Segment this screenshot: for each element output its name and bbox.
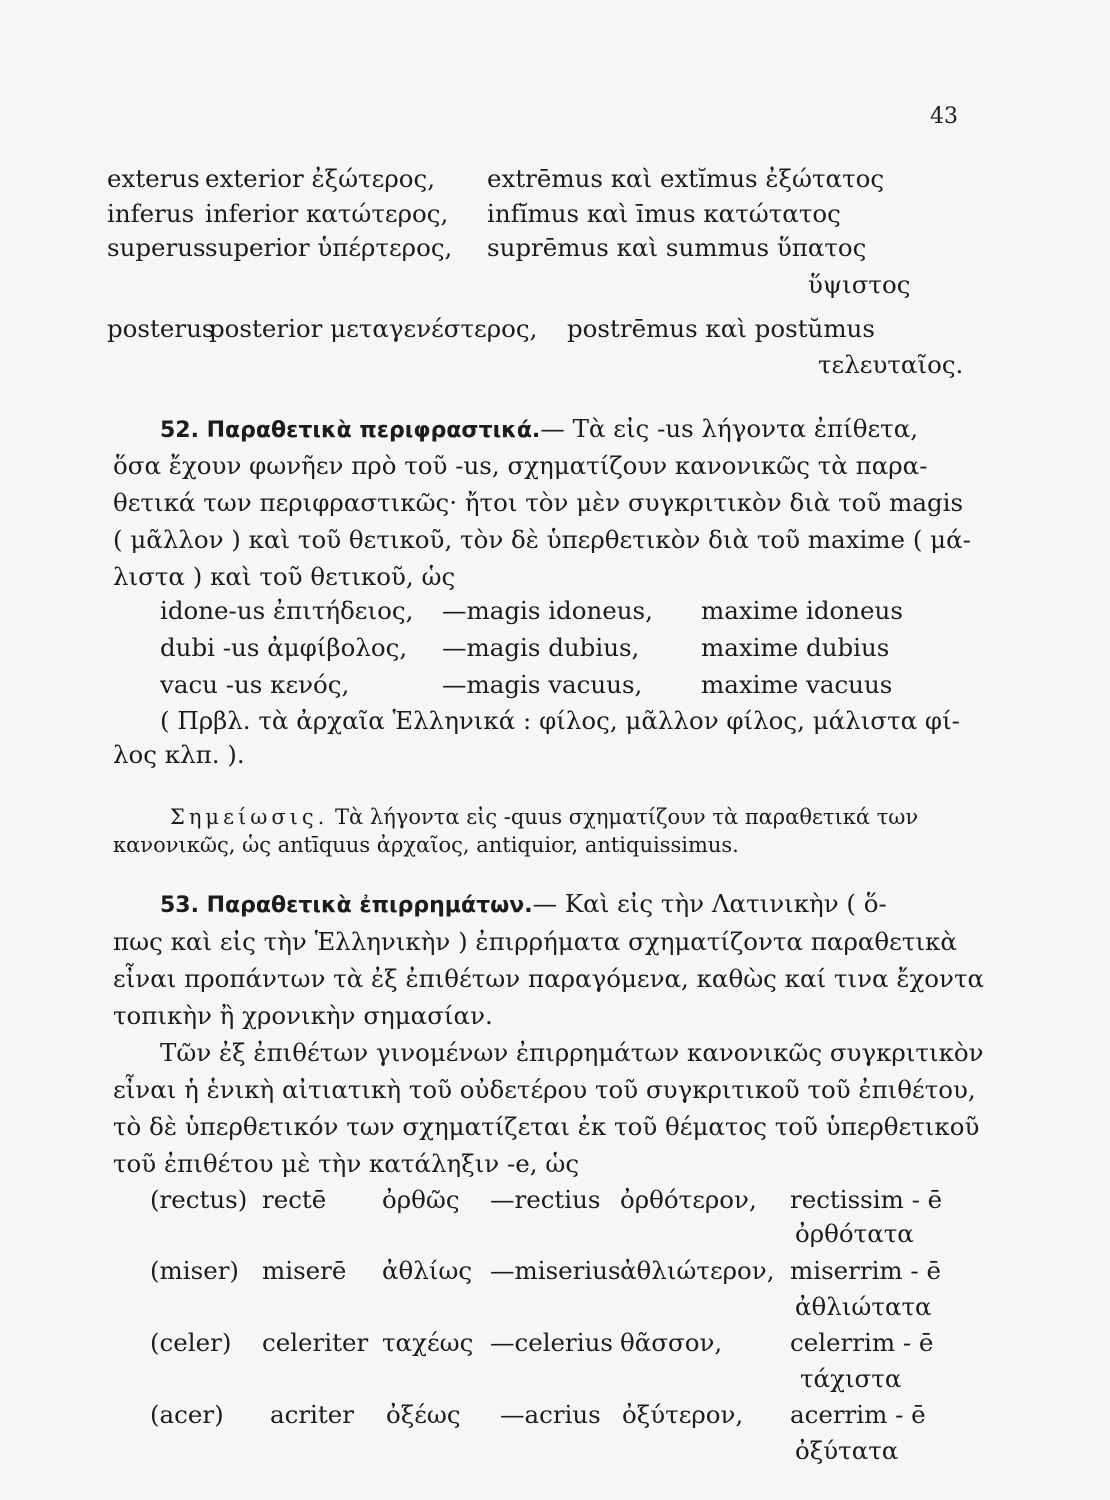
paragraph-line: τοπικὴν ἢ χρονικὴν σημασίαν.: [113, 1001, 493, 1030]
paragraph-line: ( μᾶλλον ) καὶ τοῦ θετικοῦ, τὸν δὲ ὑπερθετικὸν διὰ τοῦ maxime ( μά-: [113, 525, 971, 554]
paragraph-line: εἶναι προπάντων τὰ ἐξ ἐπιθέτων παραγόμενα, καθὼς καί τινα ἔχοντα: [113, 964, 985, 993]
adverb-row: (acer) acriter ὀξέως —acrius ὀξύτερον, acerrim - ē: [150, 1400, 926, 1429]
adverb-superlative-greek: ὀξύτατα: [795, 1436, 899, 1465]
note-line: Σημείωσις. Τὰ λήγοντα εἰς -quus σχηματίζουν τὰ παραθετικά των: [170, 805, 919, 829]
table-row: exterus exterior ἐξώτερος, extrēmus καὶ extĭmus ἐξώτατος: [107, 164, 885, 193]
example-row: vacu -us κενός, —magis vacuus, maxime vacuus: [160, 670, 893, 699]
paragraph-line: θετικά των περιφραστικῶς· ἤτοι τὸν μὲν συγκριτικὸν διὰ τοῦ magis: [113, 488, 964, 517]
paragraph-line: εἶναι ἡ ἑνικὴ αἰτιατικὴ τοῦ οὐδετέρου τοῦ συγκριτικοῦ τοῦ ἐπιθέτου,: [113, 1075, 976, 1104]
table-row: posterus posterior μεταγενέστερος, postrēmus καὶ postŭmus: [107, 314, 875, 343]
note-line: κανονικῶς, ὡς antīquus ἀρχαῖος, antiquior, antiquissimus.: [113, 833, 739, 857]
table-row: τελευταῖος.: [818, 350, 964, 379]
section-53-first-line: 53. Παραθετικὰ ἐπιρρημάτων.— Καὶ εἰς τὴν Λατινικὴν ( ὅ-: [160, 889, 887, 918]
page-number: 43: [930, 104, 958, 129]
table-row: superus superior ὑπέρτερος, suprēmus καὶ summus ὕπατος: [107, 233, 867, 262]
paragraph-line: λιστα ) καὶ τοῦ θετικοῦ, ὡς: [113, 562, 456, 591]
table-row: inferus inferior κατώτερος, infĭmus καὶ īmus κατώτατος: [107, 199, 841, 228]
paragraph-line: τοῦ ἐπιθέτου μὲ τὴν κατάληξιν -e, ὡς: [113, 1149, 580, 1178]
adverb-superlative-greek: ἀθλιώτατα: [795, 1292, 932, 1321]
paragraph-line: τὸ δὲ ὑπερθετικόν των σχηματίζεται ἐκ τοῦ θέματος τοῦ ὑπερθετικοῦ: [113, 1112, 980, 1141]
section-53-heading: 53. Παραθετικὰ ἐπιρρημάτων.: [160, 893, 533, 918]
reference-line: λος κλπ. ).: [113, 740, 245, 769]
adverb-superlative-greek: τάχιστα: [800, 1364, 902, 1393]
section-52-heading: 52. Παραθετικὰ περιφραστικά.: [160, 418, 541, 443]
paragraph-line: ὅσα ἔχουν φωνῆεν πρὸ τοῦ -us, σχηματίζουν κανονικῶς τὰ παρα-: [113, 451, 928, 480]
reference-line: ( Πρβλ. τὰ ἀρχαῖα Ἑλληνικά : φίλος, μᾶλλον φίλος, μάλιστα φί-: [160, 706, 960, 735]
example-row: dubi -us ἀμφίβολος, —magis dubius, maxime dubius: [160, 633, 890, 662]
table-row: ὕψιστος: [808, 270, 911, 299]
adverb-row: (miser) miserē ἀθλίως —miserius ἀθλιώτερον, miserrim - ē: [150, 1256, 941, 1285]
paragraph-line: πως καὶ εἰς τὴν Ἑλληνικὴν ) ἐπιρρήματα σχηματίζοντα παραθετικὰ: [113, 927, 957, 956]
adverb-row: (rectus) rectē ὀρθῶς —rectius ὀρθότερον, rectissim - ē: [150, 1185, 943, 1214]
section-52-first-line: 52. Παραθετικὰ περιφραστικά.— Τὰ εἰς -us λήγοντα ἐπίθετα,: [160, 414, 919, 443]
note-label: Σημείωσις.: [170, 805, 329, 829]
example-row: idone-us ἐπιτήδειος, —magis idoneus, maxime idoneus: [160, 596, 903, 625]
adverb-row: (celer) celeriter ταχέως —celerius θᾶσσον, celerrim - ē: [150, 1328, 934, 1357]
paragraph-line: Τῶν ἐξ ἐπιθέτων γινομένων ἐπιρρημάτων κανονικῶς συγκριτικὸν: [160, 1038, 984, 1067]
adverb-superlative-greek: ὀρθότατα: [795, 1219, 914, 1248]
